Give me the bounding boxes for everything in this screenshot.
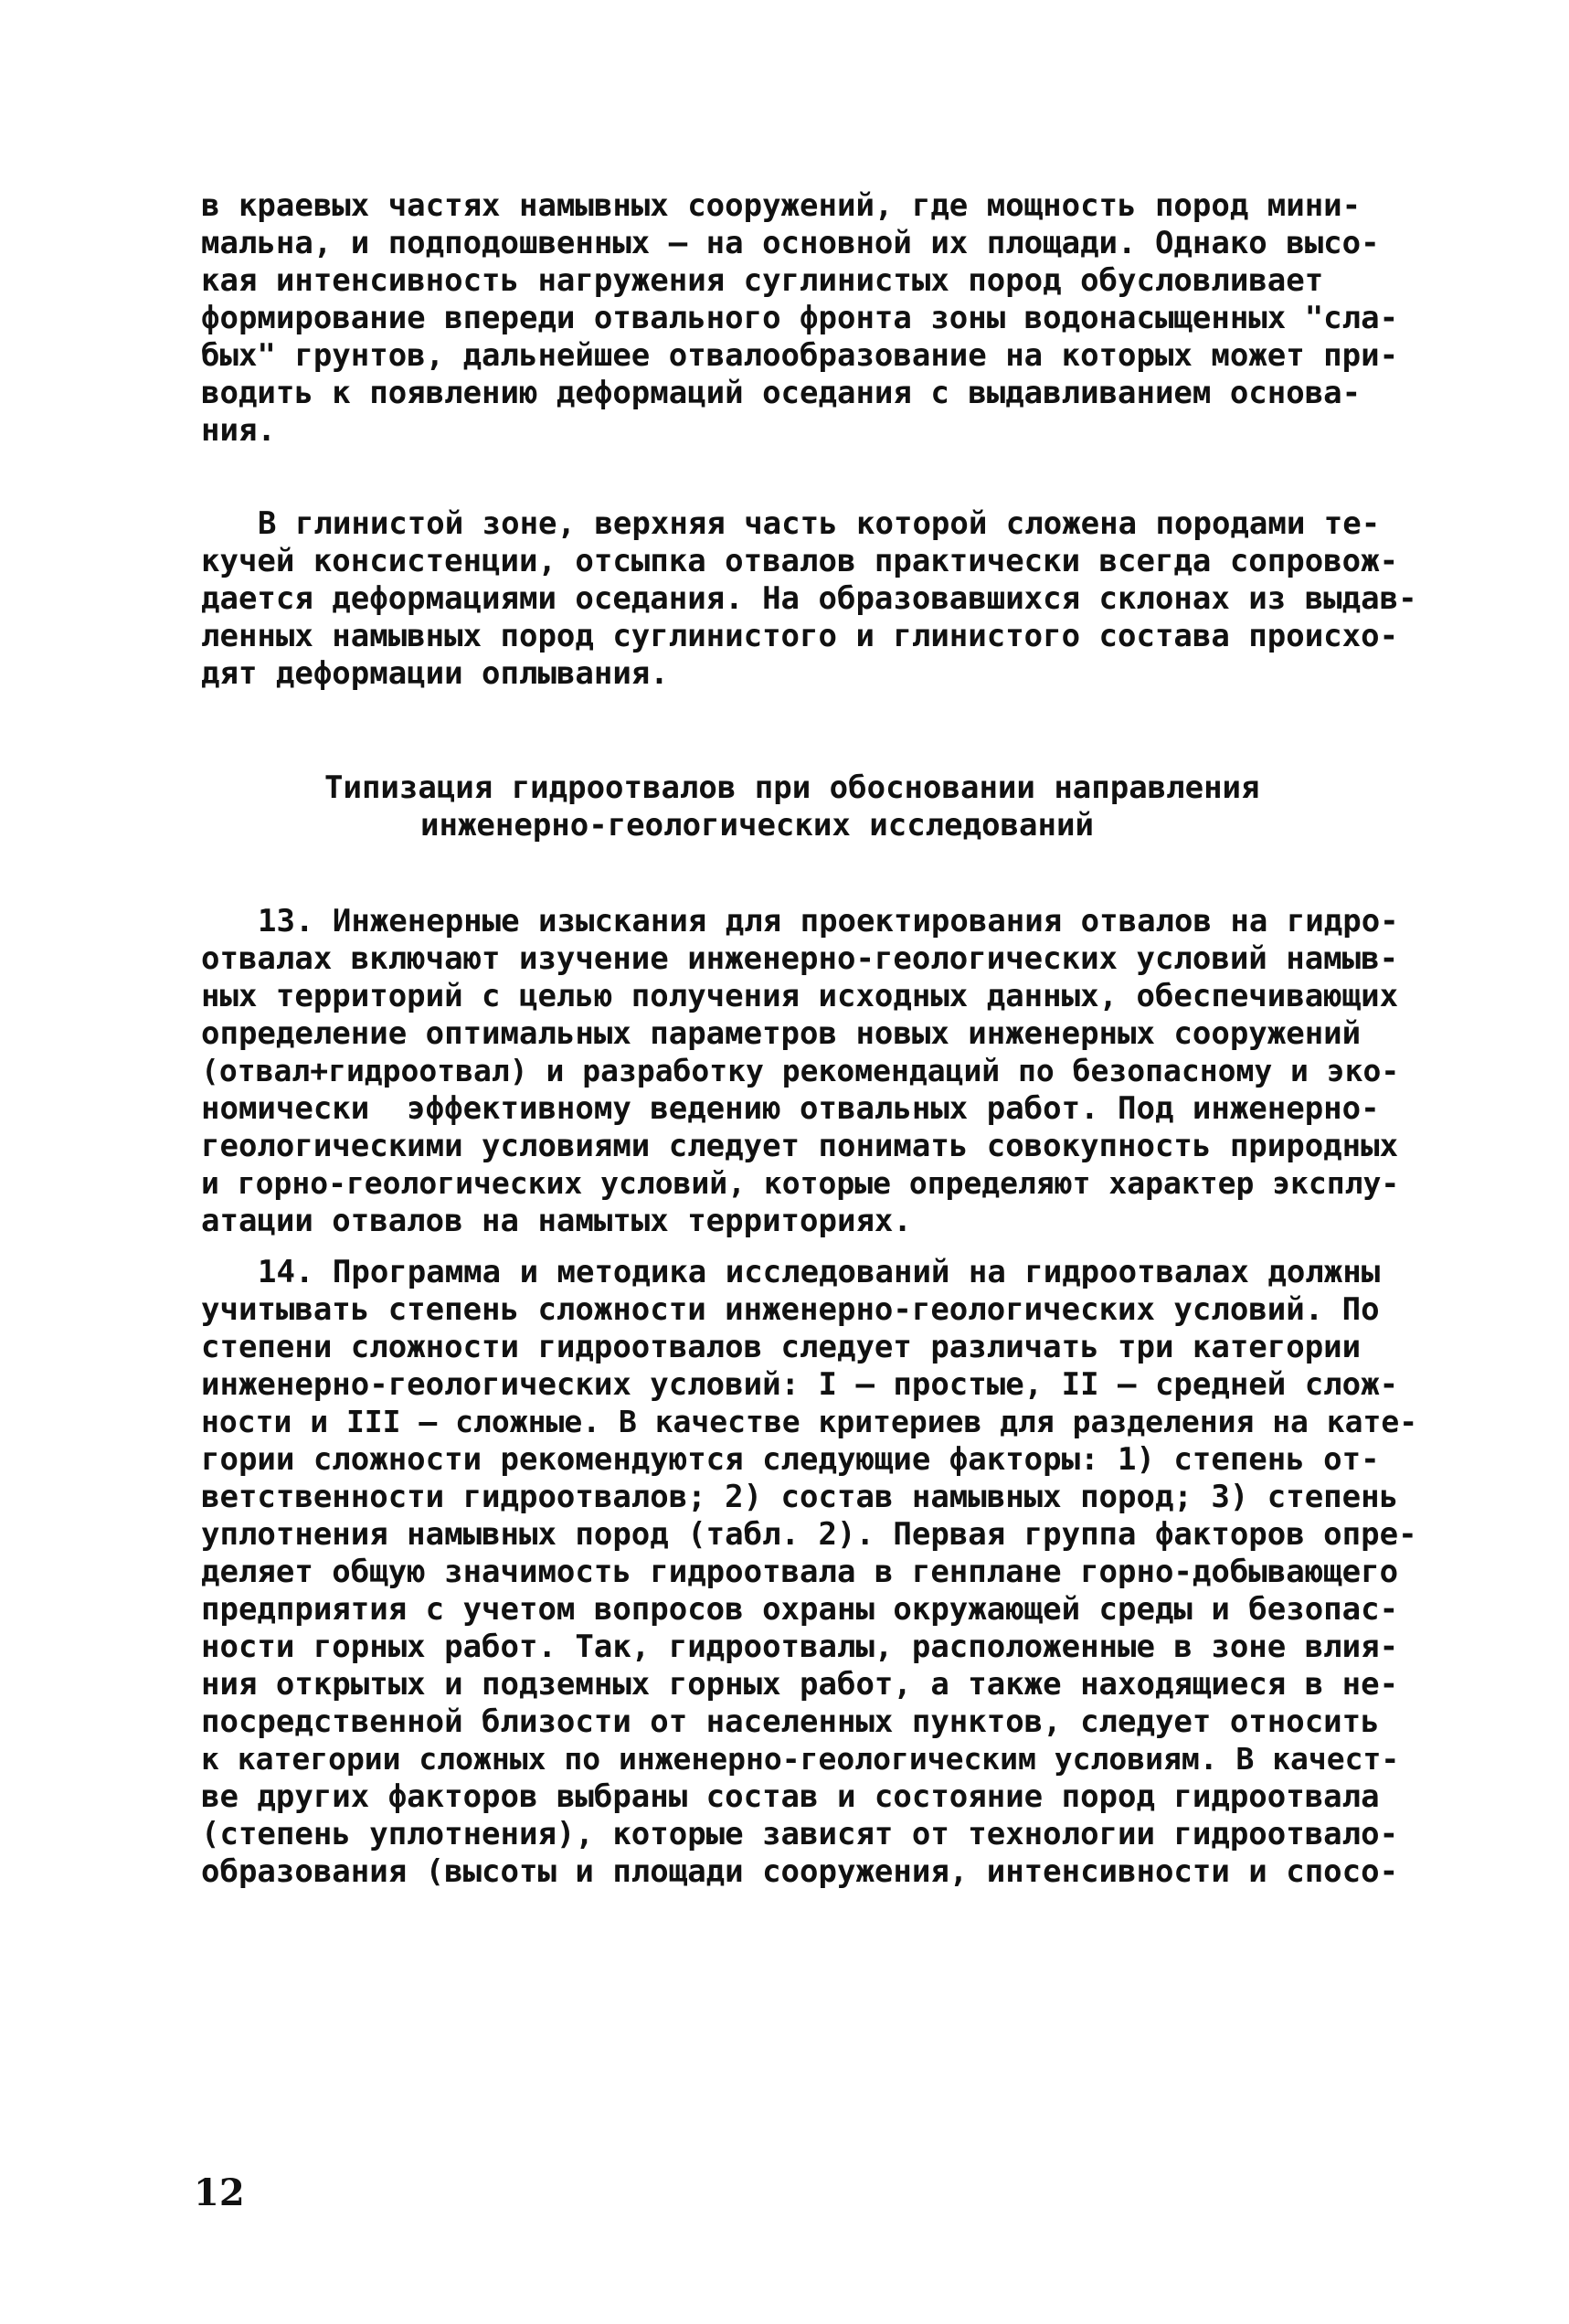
text-line: 13. Инженерные изыскания для проектирования отвалов на гидро-: [258, 903, 1399, 939]
text-line: отвалах включают изучение инженерно-геологических условий намыв-: [201, 940, 1399, 977]
text-line: формирование впереди отвального фронта зоны водонасыщенных "сла-: [201, 300, 1399, 336]
text-line: предприятия с учетом вопросов охраны окружающей среды и безопас-: [201, 1591, 1399, 1628]
text-line: образования (высоты и площади сооружения, интенсивности и спосо-: [201, 1853, 1399, 1890]
text-line: В глинистой зоне, верхняя часть которой сложена породами те-: [258, 505, 1381, 542]
text-line: мальна, и подподошвенных – на основной их площади. Однако высо-: [201, 225, 1380, 261]
text-line: ных территорий с целью получения исходных данных, обеспечивающих: [201, 978, 1399, 1014]
text-line: номически эффективному ведению отвальных работ. Под инженерно-: [201, 1090, 1380, 1127]
text-line: (степень уплотнения), которые зависят от технологии гидроотвало-: [201, 1816, 1399, 1852]
text-line: и горно-геологических условий, которые определяют характер эксплу-: [201, 1165, 1400, 1201]
text-line: деляет общую значимость гидроотвала в генплане горно-добывающего: [201, 1554, 1399, 1590]
text-line: инженерно-геологических условий: I – простые, II – средней слож-: [201, 1366, 1399, 1403]
text-line: кучей консистенции, отсыпка отвалов практически всегда сопровож-: [201, 543, 1399, 579]
text-line: дят деформации оплывания.: [201, 655, 669, 692]
text-line: бых" грунтов, дальнейшее отвалообразование на которых может при-: [201, 337, 1399, 374]
text-line: в краевых частях намывных сооружений, где мощность пород мини-: [201, 187, 1362, 224]
text-line: к категории сложных по инженерно-геологическим условиям. В качест-: [201, 1741, 1400, 1777]
text-line: ности горных работ. Так, гидроотвалы, расположенные в зоне влия-: [201, 1629, 1399, 1665]
text-line: ния.: [201, 412, 276, 449]
text-line: ности и III – сложные. В качестве критериев для разделения на кате-: [201, 1404, 1418, 1439]
section-heading-line-1: Типизация гидроотвалов при обосновании направления: [324, 769, 1260, 806]
text-line: атации отвалов на намытых территориях.: [201, 1203, 912, 1239]
page-number: 12: [194, 2171, 245, 2214]
text-line: ленных намывных пород суглинистого и глинистого состава происхо-: [201, 618, 1399, 654]
text-line: ния открытых и подземных горных работ, а также находящиеся в не-: [201, 1666, 1399, 1703]
text-line: кая интенсивность нагружения суглинистых пород обусловливает: [201, 262, 1324, 299]
text-line: (отвал+гидроотвал) и разработку рекомендаций по безопасному и эко-: [201, 1053, 1400, 1088]
text-line: ветственности гидроотвалов; 2) состав намывных пород; 3) степень: [201, 1479, 1399, 1515]
text-line: 14. Программа и методика исследований на гидроотвалах должны: [258, 1254, 1381, 1290]
text-line: геологическими условиями следует понимать совокупность природных: [201, 1128, 1399, 1164]
text-line: учитывать степень сложности инженерно-геологических условий. По: [201, 1291, 1380, 1328]
text-line: степени сложности гидроотвалов следует различать три категории: [201, 1329, 1362, 1365]
section-heading-line-2: инженерно-геологических исследований: [420, 807, 1094, 844]
text-line: посредственной близости от населенных пунктов, следует относить: [201, 1703, 1380, 1740]
text-line: дается деформациями оседания. На образовавшихся склонах из выдав-: [201, 580, 1417, 617]
text-line: определение оптимальных параметров новых инженерных сооружений: [201, 1015, 1362, 1052]
text-line: ве других факторов выбраны состав и состояние пород гидроотвала: [201, 1778, 1380, 1815]
text-line: водить к появлению деформаций оседания с выдавливанием основа-: [201, 375, 1362, 411]
text-line: уплотнения намывных пород (табл. 2). Первая группа факторов опре-: [201, 1516, 1417, 1553]
text-line: гории сложности рекомендуются следующие факторы: 1) степень от-: [201, 1441, 1380, 1478]
